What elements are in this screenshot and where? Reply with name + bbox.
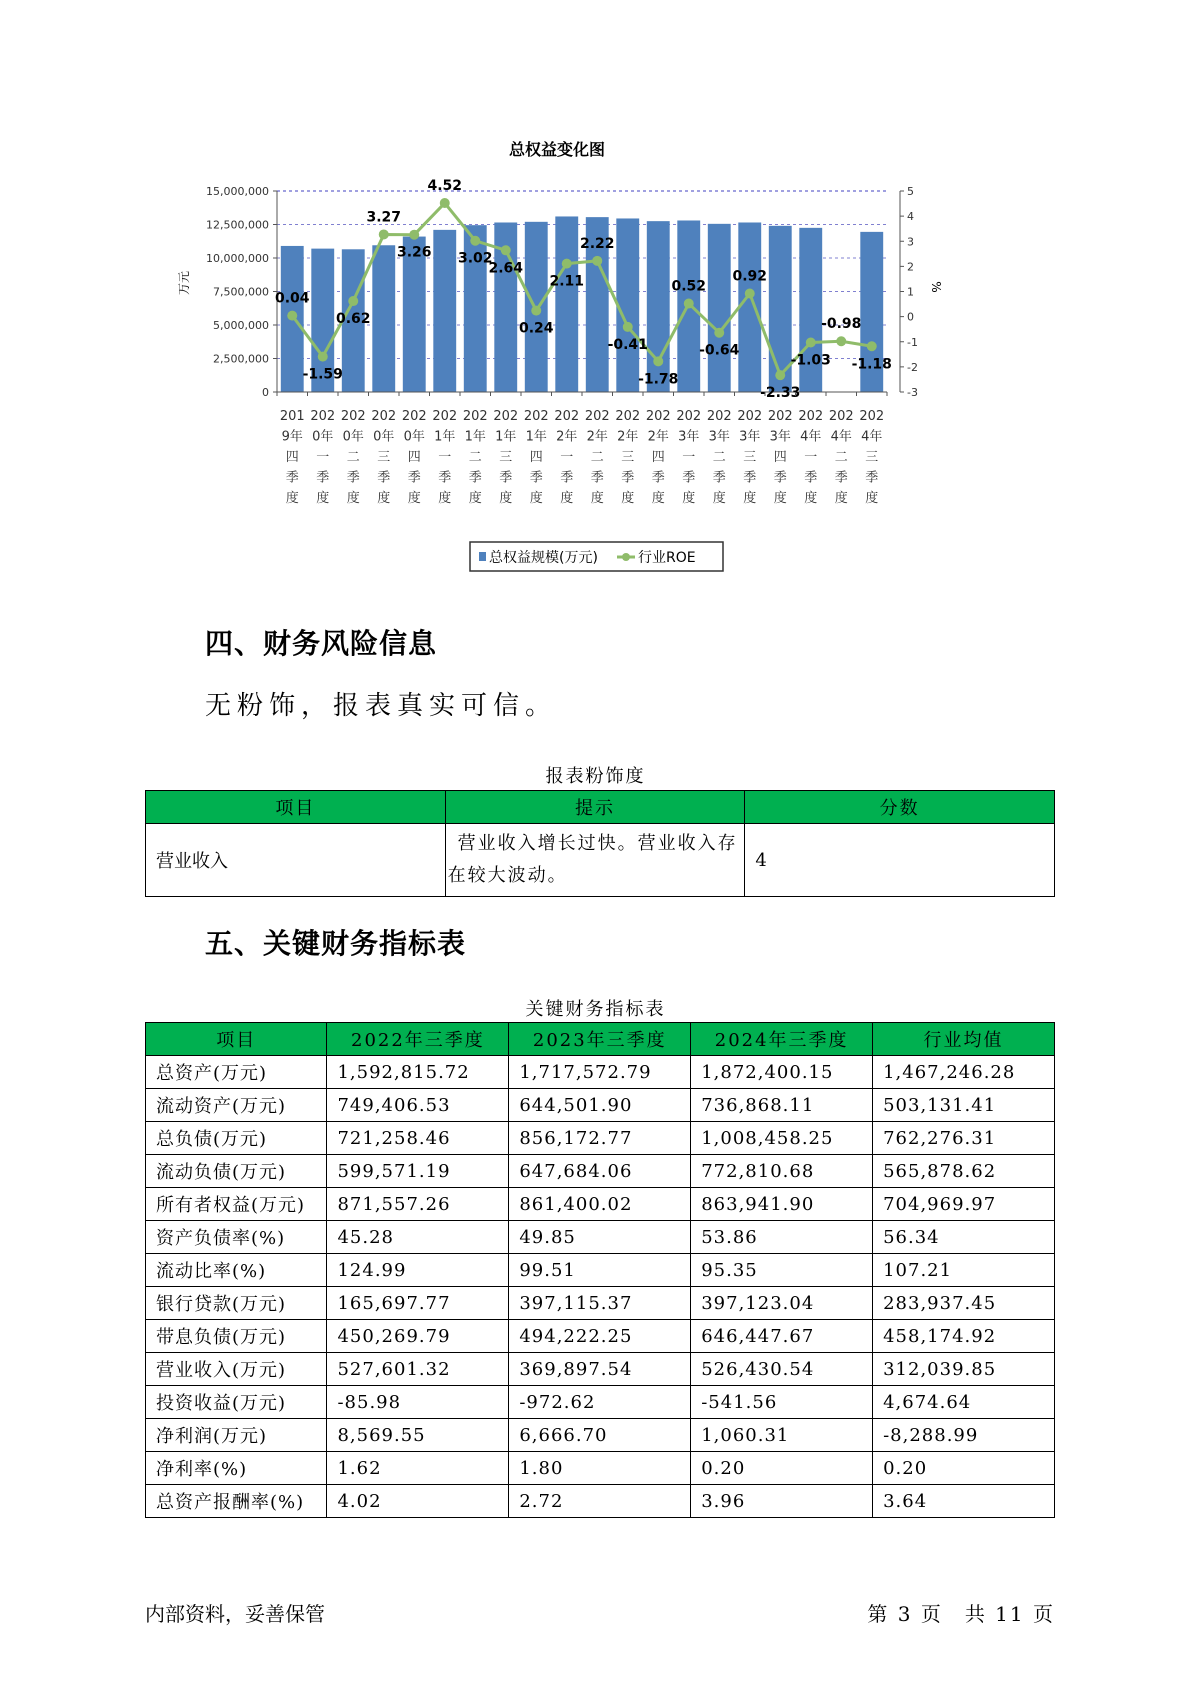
legend-line-marker (622, 553, 630, 561)
x-tick-label: 度 (834, 491, 848, 506)
x-tick-label: 度 (804, 491, 818, 506)
x-tick-label: 1年 (495, 429, 517, 445)
x-tick-label: 2年 (556, 429, 578, 445)
x-tick-label: 四 (285, 450, 299, 465)
table-cell-value: 565,878.62 (873, 1155, 1055, 1188)
footer-confidential-note: 内部资料，妥善保管 (145, 1602, 325, 1626)
x-tick-label: 度 (499, 491, 513, 506)
x-tick-label: 度 (621, 491, 635, 506)
x-tick-label: 度 (316, 491, 330, 506)
table-cell-value: 871,557.26 (327, 1188, 509, 1221)
x-tick-label: 度 (560, 491, 574, 506)
x-tick-label: 3年 (739, 429, 761, 445)
table-cell-value: 503,131.41 (873, 1089, 1055, 1122)
x-tick-label: 0年 (403, 429, 425, 445)
table-cell-item: 总负债(万元) (146, 1122, 327, 1155)
y2-axis-label: % (929, 281, 943, 293)
x-tick-label: 季 (377, 470, 391, 486)
table-cell-value: 1.80 (509, 1452, 691, 1485)
x-tick-label: 3年 (708, 429, 730, 445)
bar (708, 224, 731, 392)
y2-tick-label: 5 (907, 185, 914, 198)
key-financial-indicators-table (145, 1022, 1055, 1518)
table-cell-value: 369,897.54 (509, 1353, 691, 1386)
table-row (146, 1320, 1055, 1353)
section4-text: 无粉饰，报表真实可信。 (205, 691, 558, 721)
table-cell-value: 3.96 (691, 1485, 873, 1518)
table-row (146, 1287, 1055, 1320)
table-cell-value: 45.28 (327, 1221, 509, 1254)
table-row (146, 1485, 1055, 1518)
table-header: 分数 (745, 791, 1055, 824)
table-header: 2022年三季度 (327, 1023, 509, 1056)
table-cell-value: 1.62 (327, 1452, 509, 1485)
roe-data-label: 0.04 (274, 290, 310, 307)
table-cell-item: 营业收入(万元) (146, 1353, 327, 1386)
x-tick-label: 季 (834, 470, 848, 486)
x-tick-label: 1年 (464, 429, 486, 445)
y2-tick-label: 4 (907, 210, 914, 224)
roe-data-label: 2.11 (549, 273, 585, 290)
table-cell-value: -85.98 (327, 1386, 509, 1419)
x-tick-label: 三 (621, 450, 635, 465)
table-cell-value: 527,601.32 (327, 1353, 509, 1386)
legend-bar-swatch (479, 552, 486, 561)
table-row (146, 1188, 1055, 1221)
x-tick-label: 202 (371, 409, 397, 424)
roe-point (501, 245, 511, 255)
table-row (146, 824, 1055, 897)
table-cell-value: 450,269.79 (327, 1320, 509, 1353)
section5-heading: 五、关键财务指标表 (205, 927, 467, 960)
x-tick-label: 季 (529, 470, 543, 486)
roe-point (562, 259, 572, 269)
y-tick-label: 12,500,000 (206, 218, 269, 232)
x-tick-label: 202 (401, 409, 427, 424)
table-cell-value: 53.86 (691, 1221, 873, 1254)
table-cell-score: 4 (745, 824, 1055, 897)
x-tick-label: 季 (468, 470, 482, 486)
table-cell-value: 6,666.70 (509, 1419, 691, 1452)
bar (433, 230, 456, 392)
bar (555, 216, 578, 392)
x-tick-label: 0年 (373, 429, 395, 445)
x-tick-label: 季 (712, 470, 726, 486)
x-tick-label: 0年 (312, 429, 334, 445)
roe-point (470, 236, 480, 246)
x-tick-label: 一 (682, 450, 696, 465)
x-tick-label: 202 (310, 409, 336, 424)
table1-caption: 报表粉饰度 (545, 766, 646, 787)
x-tick-label: 季 (407, 470, 421, 486)
x-tick-label: 季 (865, 470, 879, 486)
x-tick-label: 202 (432, 409, 458, 424)
table-row (146, 1089, 1055, 1122)
table-cell-value: 458,174.92 (873, 1320, 1055, 1353)
table-cell-value: 165,697.77 (327, 1287, 509, 1320)
table-header-row (146, 791, 1055, 824)
x-tick-label: 季 (316, 470, 330, 486)
roe-point (775, 370, 785, 380)
roe-data-label: -0.41 (607, 336, 648, 353)
roe-data-label: -2.33 (760, 385, 801, 402)
window-dressing-table (145, 790, 1055, 897)
bar (616, 218, 639, 392)
legend-bar-label: 总权益规模(万元) (489, 550, 598, 566)
x-tick-label: 2年 (617, 429, 639, 445)
x-tick-label: 202 (340, 409, 366, 424)
x-tick-label: 2年 (647, 429, 669, 445)
roe-point (318, 352, 328, 362)
x-tick-label: 二 (590, 450, 604, 465)
section4-heading: 四、财务风险信息 (205, 627, 438, 660)
table-cell-value: 861,400.02 (509, 1188, 691, 1221)
table-row (146, 1122, 1055, 1155)
roe-data-label: 0.24 (518, 320, 554, 337)
x-tick-label: 1年 (525, 429, 547, 445)
table-cell-item: 所有者权益(万元) (146, 1188, 327, 1221)
table-cell-value: 8,569.55 (327, 1419, 509, 1452)
x-tick-label: 度 (468, 491, 482, 506)
y-axis-label: 万元 (177, 270, 191, 296)
table-row (146, 1353, 1055, 1386)
roe-point (806, 338, 816, 348)
x-tick-label: 201 (279, 409, 305, 424)
table-cell-item: 总资产报酬率(%) (146, 1485, 327, 1518)
x-tick-label: 度 (438, 491, 452, 506)
x-tick-label: 202 (706, 409, 732, 424)
table-cell-value: 647,684.06 (509, 1155, 691, 1188)
table-header: 提示 (445, 791, 745, 824)
x-tick-label: 4年 (830, 429, 852, 445)
x-tick-label: 2年 (586, 429, 608, 445)
roe-data-label: -1.78 (638, 371, 679, 388)
x-tick-label: 202 (584, 409, 610, 424)
x-tick-label: 一 (560, 450, 574, 465)
x-tick-label: 度 (712, 491, 726, 506)
x-tick-label: 4年 (861, 429, 883, 445)
x-tick-label: 度 (407, 491, 421, 506)
x-tick-label: 202 (828, 409, 854, 424)
x-tick-label: 季 (621, 470, 635, 486)
table-cell-value: 646,447.67 (691, 1320, 873, 1353)
x-tick-label: 三 (377, 450, 391, 465)
roe-point (684, 299, 694, 309)
table-row (146, 1386, 1055, 1419)
x-tick-label: 季 (590, 470, 604, 486)
x-tick-label: 度 (285, 491, 299, 506)
table-cell-item: 投资收益(万元) (146, 1386, 327, 1419)
footer-page-number: 第 3 页 共 11 页 (867, 1602, 1055, 1626)
roe-data-label: 0.52 (671, 278, 707, 295)
roe-point (440, 198, 450, 208)
x-tick-label: 202 (676, 409, 702, 424)
x-tick-label: 4年 (800, 429, 822, 445)
x-tick-label: 202 (615, 409, 641, 424)
x-tick-label: 1年 (434, 429, 456, 445)
y-tick-label: 0 (262, 386, 269, 399)
y2-tick-label: -1 (907, 335, 918, 349)
x-tick-label: 度 (773, 491, 787, 506)
roe-data-label: 4.52 (427, 178, 463, 195)
x-tick-label: 三 (499, 450, 513, 465)
table-cell-value: 397,115.37 (509, 1287, 691, 1320)
table-cell-value: 863,941.90 (691, 1188, 873, 1221)
table-row (146, 1155, 1055, 1188)
table-cell-value: 599,571.19 (327, 1155, 509, 1188)
table-cell-value: 736,868.11 (691, 1089, 873, 1122)
roe-data-label: -1.18 (851, 356, 892, 373)
y2-tick-label: 2 (907, 260, 914, 274)
x-tick-label: 202 (737, 409, 763, 424)
table-row (146, 1254, 1055, 1287)
roe-point (348, 296, 358, 306)
x-tick-label: 202 (462, 409, 488, 424)
legend-line-label: 行业ROE (638, 550, 696, 566)
y-tick-label: 5,000,000 (213, 319, 269, 332)
table-cell-item: 净利率(%) (146, 1452, 327, 1485)
x-tick-label: 度 (346, 491, 360, 506)
table-cell-item: 银行贷款(万元) (146, 1287, 327, 1320)
table-cell-item: 资产负债率(%) (146, 1221, 327, 1254)
table-cell-value: 95.35 (691, 1254, 873, 1287)
x-tick-label: 季 (743, 470, 757, 486)
x-tick-label: 季 (773, 470, 787, 486)
table-cell-value: 1,717,572.79 (509, 1056, 691, 1089)
table-row (146, 1452, 1055, 1485)
x-tick-label: 季 (651, 470, 665, 486)
roe-point (287, 311, 297, 321)
table-cell-item: 流动比率(%) (146, 1254, 327, 1287)
x-tick-label: 一 (316, 450, 330, 465)
table-cell-value: 1,592,815.72 (327, 1056, 509, 1089)
table-cell-value: 312,039.85 (873, 1353, 1055, 1386)
table-cell-value: 49.85 (509, 1221, 691, 1254)
table-cell-value: 721,258.46 (327, 1122, 509, 1155)
table-cell-value: 526,430.54 (691, 1353, 873, 1386)
x-tick-label: 四 (407, 450, 421, 465)
roe-data-label: -1.59 (302, 366, 343, 383)
table-cell-value: 749,406.53 (327, 1089, 509, 1122)
x-tick-label: 三 (865, 450, 879, 465)
table-header: 行业均值 (873, 1023, 1055, 1056)
roe-point (623, 322, 633, 332)
x-tick-label: 202 (767, 409, 793, 424)
x-tick-label: 四 (651, 450, 665, 465)
roe-point (531, 306, 541, 316)
table-header: 项目 (146, 1023, 327, 1056)
y2-tick-label: 3 (907, 235, 914, 249)
roe-point (867, 341, 877, 351)
x-tick-label: 度 (529, 491, 543, 506)
table-cell-value: 772,810.68 (691, 1155, 873, 1188)
table-cell-value: 1,872,400.15 (691, 1056, 873, 1089)
table-cell-value: 704,969.97 (873, 1188, 1055, 1221)
table-header: 2024年三季度 (691, 1023, 873, 1056)
x-tick-label: 度 (651, 491, 665, 506)
x-tick-label: 一 (804, 450, 818, 465)
roe-point (653, 356, 663, 366)
bar (372, 245, 395, 392)
table2-caption: 关键财务指标表 (525, 999, 666, 1020)
x-tick-label: 季 (804, 470, 818, 486)
x-tick-label: 季 (560, 470, 574, 486)
table-row (146, 1419, 1055, 1452)
table-header-row (146, 1023, 1055, 1056)
y2-tick-label: 1 (907, 285, 914, 299)
table-cell-value: 124.99 (327, 1254, 509, 1287)
table-cell-item: 净利润(万元) (146, 1419, 327, 1452)
roe-point (409, 230, 419, 240)
x-tick-label: 三 (743, 450, 757, 465)
table-cell-value: 4.02 (327, 1485, 509, 1518)
x-tick-label: 季 (499, 470, 513, 486)
y2-tick-label: -2 (907, 360, 918, 374)
x-tick-label: 202 (859, 409, 885, 424)
table-cell-item: 流动负债(万元) (146, 1155, 327, 1188)
roe-data-label: -1.03 (790, 352, 831, 369)
x-tick-label: 度 (865, 491, 879, 506)
y2-tick-label: -3 (907, 386, 918, 399)
table-cell-value: 4,674.64 (873, 1386, 1055, 1419)
x-tick-label: 0年 (342, 429, 364, 445)
tip-line: 营业收入增长过快。营业收入存 (457, 833, 738, 854)
x-tick-label: 202 (554, 409, 580, 424)
table-cell-value: 762,276.31 (873, 1122, 1055, 1155)
bar (647, 221, 670, 392)
table-cell-value: 56.34 (873, 1221, 1055, 1254)
table-cell-value: 3.64 (873, 1485, 1055, 1518)
table-cell-value: 856,172.77 (509, 1122, 691, 1155)
x-tick-label: 四 (529, 450, 543, 465)
table-row (146, 1221, 1055, 1254)
x-tick-label: 二 (834, 450, 848, 465)
roe-data-label: -0.64 (699, 342, 740, 359)
roe-data-label: 3.02 (457, 250, 493, 267)
table-cell-value: 494,222.25 (509, 1320, 691, 1353)
roe-data-label: 3.26 (396, 244, 432, 261)
x-tick-label: 四 (773, 450, 787, 465)
roe-point (836, 336, 846, 346)
y-tick-label: 15,000,000 (206, 185, 269, 198)
table-cell-item: 总资产(万元) (146, 1056, 327, 1089)
table-cell-tip (445, 824, 745, 897)
x-tick-label: 季 (346, 470, 360, 486)
table-cell-value: 1,008,458.25 (691, 1122, 873, 1155)
x-tick-label: 季 (682, 470, 696, 486)
x-tick-label: 9年 (281, 429, 303, 445)
table-cell-value: 107.21 (873, 1254, 1055, 1287)
x-tick-label: 二 (468, 450, 482, 465)
table-cell-value: 397,123.04 (691, 1287, 873, 1320)
table-row (146, 1056, 1055, 1089)
x-tick-label: 二 (712, 450, 726, 465)
table-cell-value: 2.72 (509, 1485, 691, 1518)
y-tick-label: 2,500,000 (213, 352, 269, 366)
table-header: 2023年三季度 (509, 1023, 691, 1056)
equity-change-chart (160, 135, 1030, 590)
x-tick-label: 度 (590, 491, 604, 506)
table-cell-item: 营业收入 (146, 824, 446, 897)
table-cell-value: -541.56 (691, 1386, 873, 1419)
roe-data-label: 2.64 (488, 260, 524, 277)
table-cell-value: -8,288.99 (873, 1419, 1055, 1452)
x-tick-label: 3年 (678, 429, 700, 445)
roe-data-label: 2.22 (579, 235, 615, 252)
y2-tick-label: 0 (907, 310, 914, 324)
chart-title: 总权益变化图 (508, 140, 606, 159)
table-cell-value: -972.62 (509, 1386, 691, 1419)
roe-data-label: 0.92 (732, 268, 768, 285)
x-tick-label: 二 (346, 450, 360, 465)
bar (738, 222, 761, 392)
table-cell-value: 0.20 (691, 1452, 873, 1485)
table-cell-value: 0.20 (873, 1452, 1055, 1485)
x-tick-label: 度 (682, 491, 696, 506)
x-tick-label: 202 (645, 409, 671, 424)
x-tick-label: 季 (438, 470, 452, 486)
roe-data-label: 0.62 (335, 311, 371, 328)
x-tick-label: 202 (798, 409, 824, 424)
table-header: 项目 (146, 791, 446, 824)
table-cell-value: 644,501.90 (509, 1089, 691, 1122)
x-tick-label: 度 (377, 491, 391, 506)
table-cell-value: 283,937.45 (873, 1287, 1055, 1320)
roe-data-label: -0.98 (821, 316, 862, 333)
roe-point (592, 256, 602, 266)
table-cell-item: 带息负债(万元) (146, 1320, 327, 1353)
x-tick-label: 202 (493, 409, 519, 424)
x-tick-label: 一 (438, 450, 452, 465)
y-tick-label: 7,500,000 (213, 285, 269, 299)
roe-data-label: 3.27 (366, 209, 402, 226)
table-cell-value: 1,467,246.28 (873, 1056, 1055, 1089)
x-tick-label: 季 (285, 470, 299, 486)
tip-line: 在较大波动。 (447, 865, 568, 886)
y-tick-label: 10,000,000 (206, 252, 269, 265)
x-tick-label: 度 (743, 491, 757, 506)
table-cell-value: 99.51 (509, 1254, 691, 1287)
x-tick-label: 3年 (769, 429, 791, 445)
table-cell-value: 1,060.31 (691, 1419, 873, 1452)
roe-point (379, 229, 389, 239)
roe-point (714, 328, 724, 338)
table-cell-item: 流动资产(万元) (146, 1089, 327, 1122)
roe-point (745, 289, 755, 299)
x-tick-label: 202 (523, 409, 549, 424)
